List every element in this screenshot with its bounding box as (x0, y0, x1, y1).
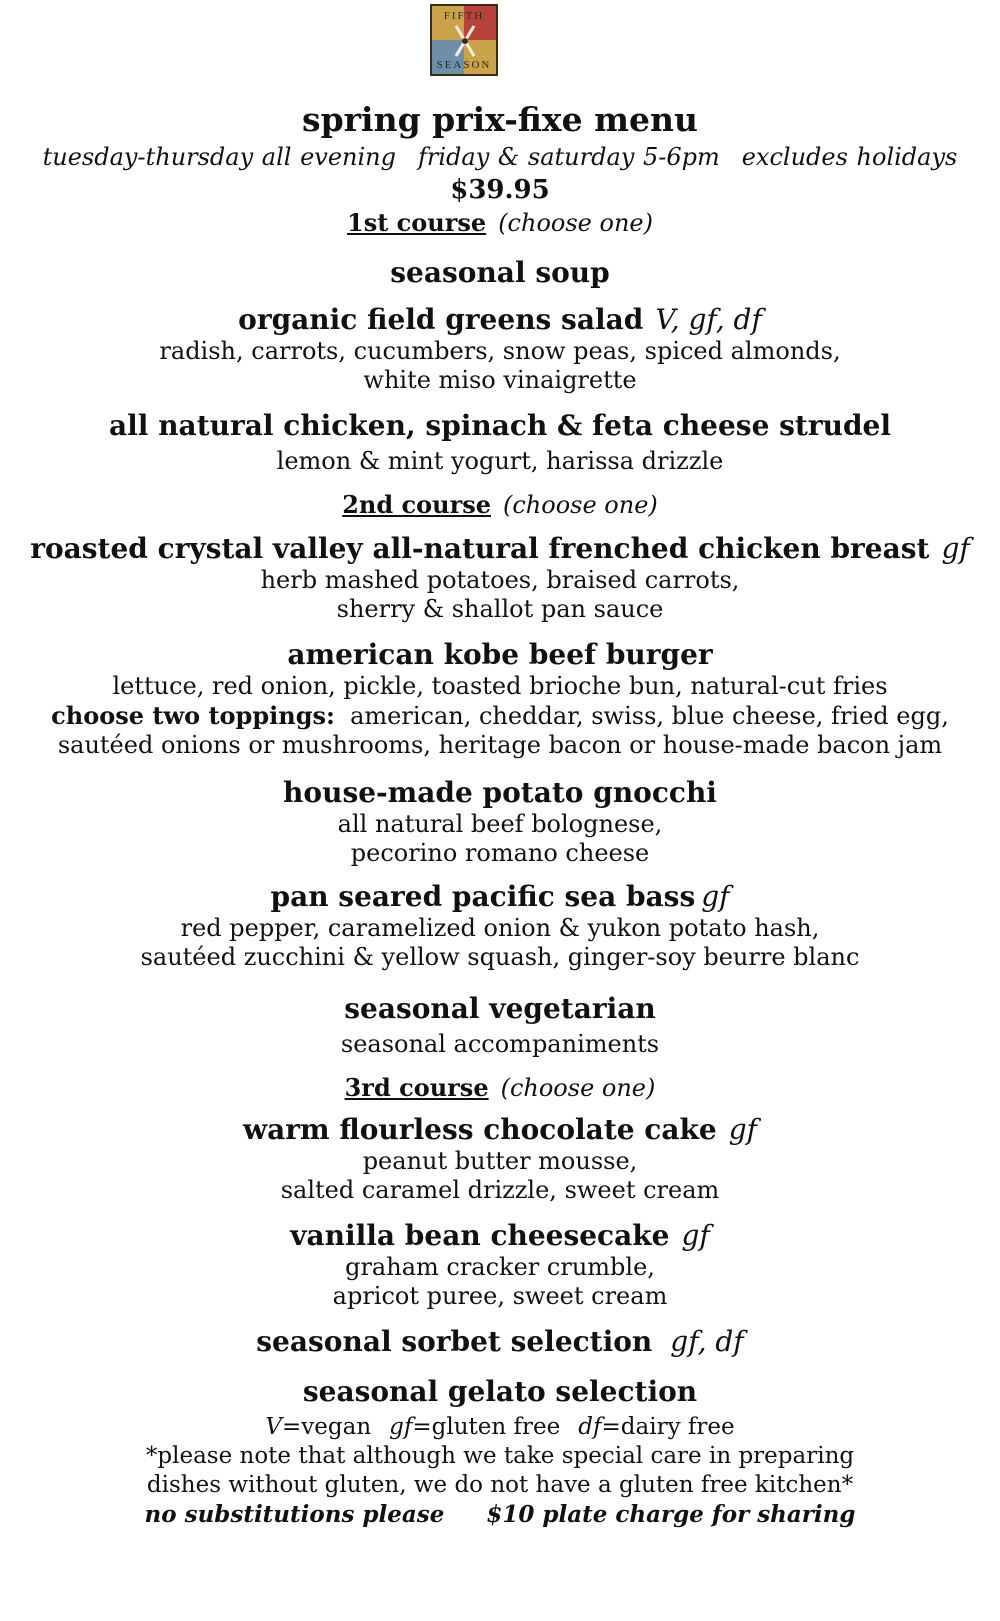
hours-weekday: tuesday-thursday all evening (42, 143, 396, 171)
logo-top-word: FIFTH (443, 10, 485, 22)
utensils-icon (450, 22, 480, 60)
dish-name (0, 1113, 1000, 1147)
dietary-tags: gf (728, 1113, 758, 1146)
dish-title: roasted crystal valley all-natural frenched chicken breast (30, 532, 930, 565)
course-name: 2nd course (342, 490, 491, 519)
dish-name (0, 303, 1000, 337)
legend-value: =gluten free (412, 1414, 561, 1440)
logo-bottom-word: SEASON (436, 59, 492, 71)
dietary-legend (0, 1413, 1000, 1442)
dish-title: warm flourless chocolate cake (242, 1113, 717, 1146)
toppings-label: choose two toppings: (51, 701, 335, 730)
no-substitutions-note: no substitutions please (144, 1501, 445, 1528)
dish-description: red pepper, caramelized onion & yukon potato hash, (180, 914, 820, 942)
fifth-season-logo (430, 4, 498, 76)
dish-name: seasonal soup (390, 256, 610, 289)
dish-description: white miso vinaigrette (363, 366, 637, 394)
service-hours (0, 140, 1000, 174)
dish-name (0, 1219, 1000, 1253)
legend-key: gf (389, 1414, 413, 1440)
dish-description: graham cracker crumble, (345, 1253, 655, 1281)
choose-one-note: (choose one) (498, 209, 653, 237)
dish-description: peanut butter mousse, (362, 1147, 638, 1175)
legend-key: V (265, 1414, 283, 1440)
dish-description: herb mashed potatoes, braised carrots, (260, 566, 740, 594)
dish-description: lettuce, red onion, pickle, toasted brioche bun, natural-cut fries (112, 672, 888, 700)
dish-title: pan seared pacific sea bass (270, 880, 696, 913)
dish-description: sherry & shallot pan sauce (336, 595, 664, 623)
menu-price: $39.95 (450, 175, 550, 205)
dish-description: lemon & mint yogurt, harissa drizzle (276, 447, 724, 475)
dish-name: american kobe beef burger (287, 638, 713, 671)
toppings-options: american, cheddar, swiss, blue cheese, fried egg, (350, 702, 949, 730)
dish-toppings: sautéed onions or mushrooms, heritage bacon or house-made bacon jam (57, 731, 943, 759)
dish-name (0, 532, 1000, 566)
dish-name: seasonal gelato selection (302, 1375, 698, 1408)
policy-notes (0, 1500, 1000, 1529)
dietary-tags: gf, df (670, 1325, 744, 1358)
hours-weekend: friday & saturday 5-6pm (418, 143, 720, 171)
dish-description: seasonal accompaniments (340, 1030, 660, 1058)
legend-gluten-free (389, 1414, 560, 1440)
dish-name (0, 880, 1000, 914)
course-heading (0, 1071, 1000, 1105)
menu-title: spring prix-fixe menu (302, 100, 698, 139)
dish-description: all natural beef bolognese, (337, 810, 663, 838)
dish-name: house-made potato gnocchi (283, 776, 717, 809)
choose-one-note: (choose one) (500, 1074, 656, 1102)
dish-description: salted caramel drizzle, sweet cream (280, 1176, 720, 1204)
menu-column (0, 100, 1000, 1529)
dietary-tags: gf (701, 880, 730, 913)
legend-value: =dairy free (601, 1414, 735, 1440)
legend-dairy-free (578, 1414, 734, 1440)
dish-title: seasonal sorbet selection (256, 1325, 653, 1358)
legend-vegan (265, 1414, 371, 1440)
course-heading (0, 206, 1000, 240)
dietary-tags: gf (941, 532, 970, 565)
dish-title: organic field greens salad (238, 303, 644, 336)
dish-description: apricot puree, sweet cream (332, 1282, 668, 1310)
sharing-charge-note: $10 plate charge for sharing (486, 1501, 856, 1528)
legend-key: df (578, 1414, 602, 1440)
course-heading (0, 488, 1000, 522)
dish-name: seasonal vegetarian (344, 992, 656, 1025)
dish-name: all natural chicken, spinach & feta cheese strudel (109, 409, 891, 442)
gluten-note: *please note that although we take special care in preparing (145, 1443, 855, 1469)
dietary-tags: V, gf, df (655, 303, 762, 336)
dish-description: pecorino romano cheese (350, 839, 650, 867)
dish-description: sautéed zucchini & yellow squash, ginger-soy beurre blanc (140, 943, 860, 971)
legend-value: =vegan (282, 1414, 372, 1440)
dietary-tags: gf (681, 1219, 710, 1252)
dish-toppings (0, 701, 1000, 731)
gluten-note: dishes without gluten, we do not have a gluten free kitchen* (146, 1472, 854, 1498)
dish-name (0, 1325, 1000, 1359)
choose-one-note: (choose one) (503, 491, 658, 519)
dish-title: vanilla bean cheesecake (290, 1219, 670, 1252)
dish-description: radish, carrots, cucumbers, snow peas, spiced almonds, (159, 337, 841, 365)
course-name: 1st course (347, 208, 487, 237)
hours-exclusion: excludes holidays (741, 143, 958, 171)
course-name: 3rd course (344, 1073, 489, 1102)
